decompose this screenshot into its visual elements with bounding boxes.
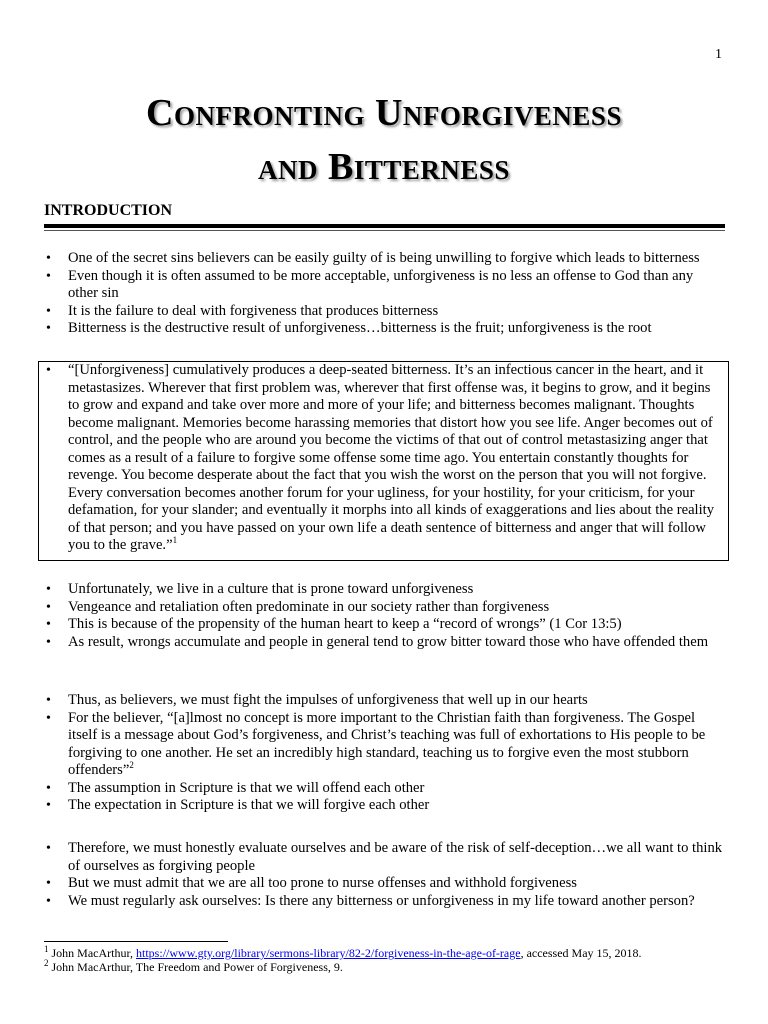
bullet-item: • This is because of the propensity of the human heart to keep a “record of wrongs” (1 Cor 13:5) (44, 616, 726, 634)
footnote-ref-1[interactable]: 1 (172, 535, 178, 546)
bullet-item: • We must regularly ask ourselves: Is there any bitterness or unforgiveness in my life toward another person? (44, 893, 726, 911)
title-line-1: Confronting Unforgiveness (146, 92, 622, 134)
macarthur-quote: “[Unforgiveness] cumulatively produces a deep-seated bitterness. It’s an infectious cancer in the heart, and it metastasizes. Wherever that first problem was, wherever that first offense was, it begins to grow, and it begins to grow and expand and take over more and more of your life; and bitterness becomes malignant. Thoughts become malignant. Memories become harassing memories that distort how you see life. Anger becomes out of control, and the people who are around you become the victims of that out of control metastasizing anger that comes as a result of a failure to forgive some offense some time ago. You entertain constantly thoughts for revenge. You become desperate about the fact that you wish the worst on the person that you will not forgive. Every conversation becomes another forum for your ugliness, for your hostility, for your criticism, for your defamation, for your slander; and eventually it morphs into all kinds of exaggerations and lies about the reality of that person; and you have passed on your own life a death sentence of bitterness and anger that will follow you to the grave.” (68, 362, 715, 553)
bullet-item: • But we must admit that we are all too prone to nurse offenses and withhold forgiveness (44, 875, 726, 893)
bullet-item: • The expectation in Scripture is that we will forgive each other (44, 797, 726, 815)
footnote-2 (44, 960, 734, 974)
bullet-item: • Bitterness is the destructive result of unforgiveness…bitterness is the fruit; unforgiveness is the root (44, 320, 726, 338)
quote-bullet-item (44, 362, 726, 555)
footnote-ref-2[interactable]: 2 (129, 760, 134, 771)
footnote-1-suffix: , accessed May 15, 2018. (520, 946, 642, 960)
heading-rule-thin (44, 230, 725, 231)
bullet-item: • Thus, as believers, we must fight the impulses of unforgiveness that well up in our hearts (44, 692, 726, 710)
title-line-2: and Bitterness (258, 146, 510, 188)
footnote-1 (44, 946, 734, 960)
forgiveness-quote: For the believer, “[a]lmost no concept is more important to the Christian faith than forgiveness. The Gospel itself is a message about God’s forgiveness, and Christ’s teaching was full of exhortations to His people to be forgiving to one another. He set an incredibly high standard, teaching us to forgive even the most stubborn offenders” (68, 709, 706, 778)
bullet-group-5 (44, 840, 726, 910)
footnotes (44, 946, 734, 974)
page-title (0, 86, 768, 194)
bullet-item: • Therefore, we must honestly evaluate ourselves and be aware of the risk of self-deception…we all want to think of ourselves as forgiving people (44, 840, 726, 875)
section-heading-introduction: INTRODUCTION (44, 202, 173, 219)
quote-bullet-group (44, 362, 726, 555)
bullet-item: • Unfortunately, we live in a culture that is prone toward unforgiveness (44, 581, 726, 599)
bullet-item: • Even though it is often assumed to be more acceptable, unforgiveness is no less an offense to God than any other sin (44, 268, 726, 303)
bullet-item (44, 710, 726, 780)
bullet-item: • It is the failure to deal with forgiveness that produces bitterness (44, 303, 726, 321)
footnote-separator (44, 941, 228, 942)
bullet-item: • One of the secret sins believers can be easily guilty of is being unwilling to forgive which leads to bitterness (44, 250, 726, 268)
bullet-item: • The assumption in Scripture is that we will offend each other (44, 780, 726, 798)
bullet-group-4 (44, 692, 726, 815)
footnote-2-text: John MacArthur, The Freedom and Power of Forgiveness, 9. (48, 960, 343, 974)
footnote-number: 1 (44, 944, 49, 954)
footnote-1-prefix: John MacArthur, (48, 946, 137, 960)
bullet-item: • Vengeance and retaliation often predominate in our society rather than forgiveness (44, 599, 726, 617)
footnote-1-link[interactable]: https://www.gty.org/library/sermons-library/82-2/forgiveness-in-the-age-of-rage (136, 946, 521, 960)
bullet-group-1 (44, 250, 726, 338)
heading-rule-thick (44, 224, 725, 228)
bullet-group-3 (44, 581, 726, 651)
footnote-number: 2 (44, 958, 49, 968)
page-number: 1 (715, 47, 722, 62)
bullet-item: • As result, wrongs accumulate and people in general tend to grow bitter toward those who have offended them (44, 634, 726, 652)
